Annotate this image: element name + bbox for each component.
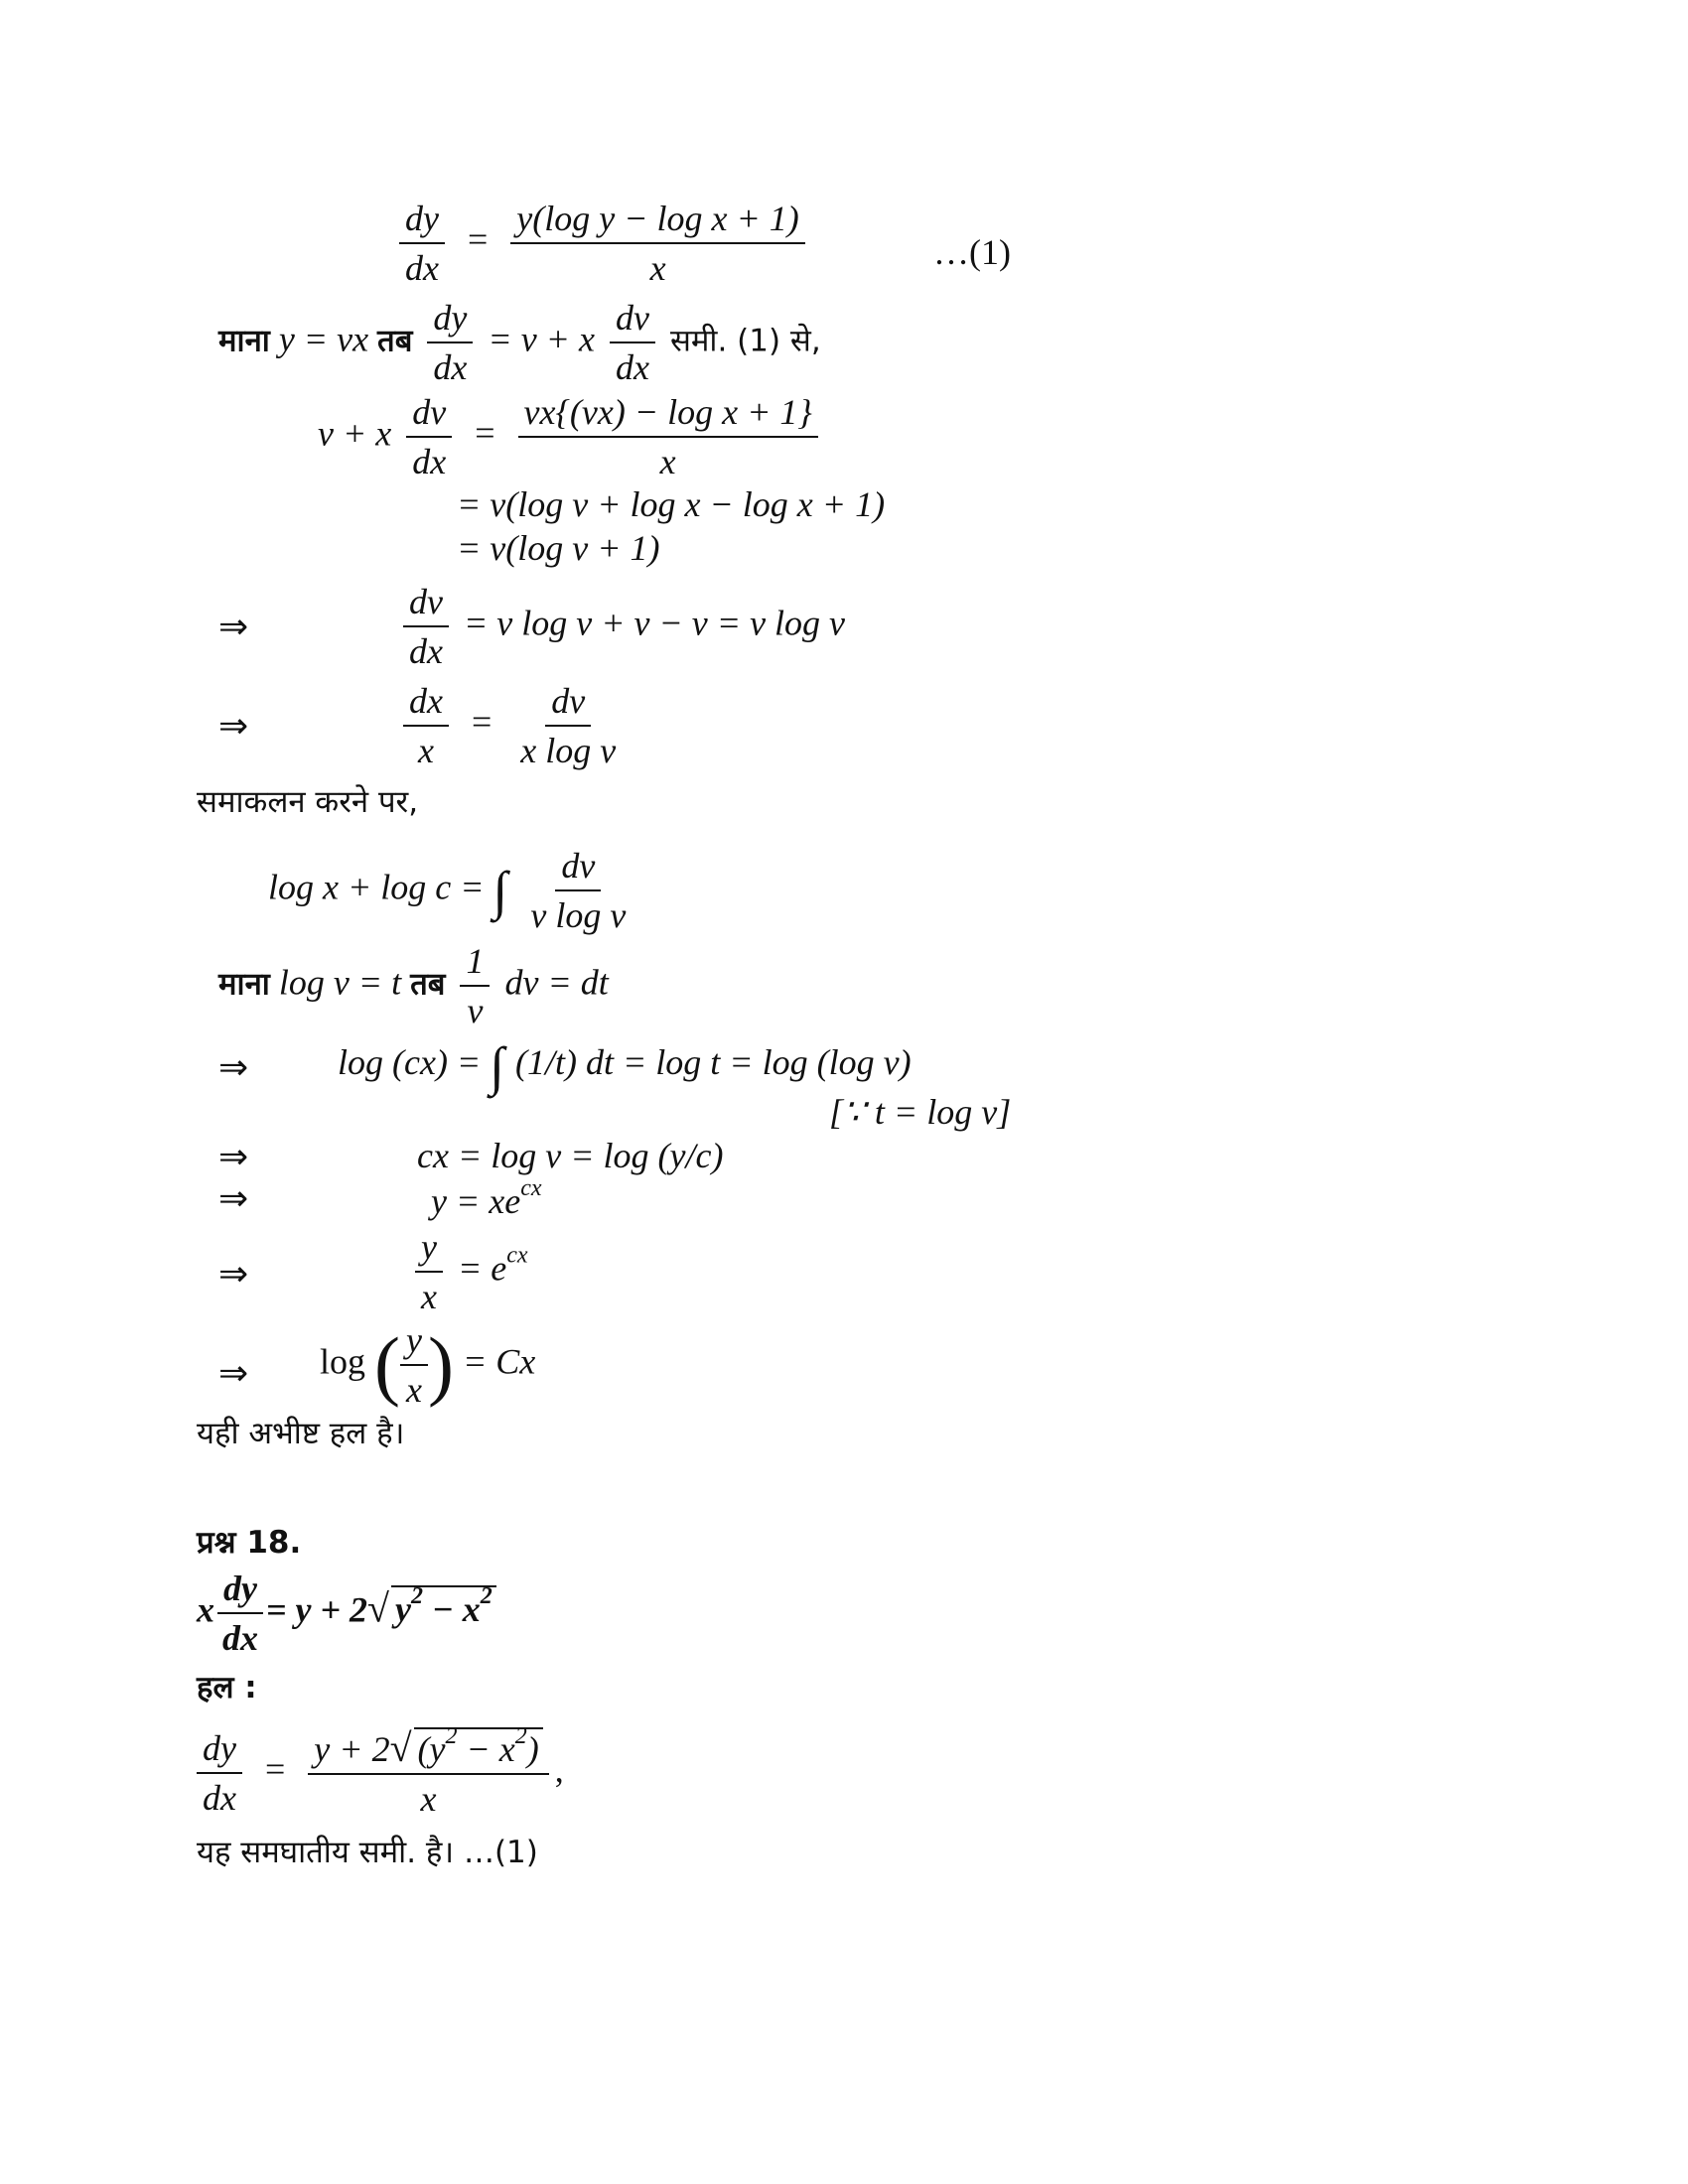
implies-arrow: ⇒: [218, 706, 249, 747]
numerator: dx: [403, 681, 449, 727]
equation-14: [431, 1175, 542, 1221]
exponent: cx: [520, 1175, 542, 1201]
numerator: dv: [555, 846, 601, 891]
expression: log (cx) =: [338, 1042, 482, 1082]
denominator: v log v: [530, 895, 627, 935]
denominator: x: [418, 731, 434, 770]
right-paren: ): [427, 1321, 454, 1408]
numerator: y: [415, 1227, 443, 1273]
exponent: 2: [480, 1583, 492, 1610]
implies-arrow: ⇒: [218, 1254, 249, 1295]
radicand: [391, 1585, 496, 1629]
fraction-rhs: [514, 681, 622, 770]
numerator: y: [400, 1320, 428, 1366]
numerator: [308, 1723, 548, 1775]
denominator: x: [421, 1277, 437, 1316]
hindi-mana: माना: [218, 966, 270, 1003]
implies-arrow: ⇒: [218, 1178, 249, 1219]
solution-heading: हल :: [197, 1670, 257, 1706]
root-mid: − x: [457, 1729, 515, 1769]
comma: ,: [554, 1749, 564, 1790]
denominator: dx: [409, 631, 443, 671]
numerator: dy: [197, 1728, 242, 1774]
fraction-dy-dx: [399, 199, 445, 288]
integral-sign: ∫: [490, 1035, 505, 1096]
denominator: dx: [615, 347, 649, 387]
substitution: log v = t: [278, 962, 402, 1003]
expression: y = xe: [431, 1181, 521, 1221]
denominator: dx: [203, 1778, 236, 1818]
numerator: dv: [406, 392, 452, 438]
implies-arrow: ⇒: [218, 1047, 249, 1088]
substitution-line: [218, 298, 821, 387]
numerator: dv: [403, 582, 449, 627]
root-mid: − x: [422, 1589, 481, 1630]
equation-3: [318, 392, 824, 481]
implies-arrow: ⇒: [218, 1137, 249, 1177]
exponent: 2: [410, 1583, 423, 1610]
equation-9: [268, 846, 637, 935]
exponent: 2: [445, 1723, 458, 1749]
fraction-dy-dx: [197, 1728, 242, 1818]
denominator: x: [420, 1779, 437, 1819]
fraction-y-x: [415, 1227, 443, 1316]
equation-16: [320, 1320, 535, 1410]
equation-1: [393, 199, 811, 288]
fraction-dy-dx: [216, 1569, 264, 1658]
equation-7: [397, 681, 628, 770]
integral-sign: ∫: [492, 861, 508, 920]
radical-sign: √: [389, 1725, 412, 1770]
substitution-line-2: [218, 941, 609, 1030]
log-word: log: [320, 1341, 366, 1382]
fraction-dv-dx: [406, 392, 452, 481]
fraction-rhs: [510, 199, 805, 288]
expression: = Cx: [462, 1341, 536, 1382]
equation-4: = v(log v + log x − log x + 1): [457, 484, 886, 524]
substitution: y = vx: [278, 319, 369, 359]
denominator: dx: [433, 347, 468, 387]
expression: (1/t) dt = log t = log (log v): [515, 1042, 912, 1082]
question-equation: [197, 1569, 496, 1658]
exponent: cx: [506, 1242, 528, 1269]
equals-sign: =: [475, 413, 495, 454]
numerator: vx{(vx) − log x + 1}: [518, 392, 818, 438]
expression: = y + 2: [266, 1589, 368, 1630]
numerator-prefix: y + 2: [314, 1729, 390, 1769]
root-close: ): [526, 1729, 539, 1769]
hindi-required-solution: यही अभीष्ट हल है।: [197, 1416, 405, 1451]
fraction-dv-dx: [403, 582, 449, 671]
note-t-equals-log-v: [∵ t = log v]: [829, 1092, 1012, 1132]
equation-15: [409, 1227, 528, 1316]
fraction-dv-dx: [610, 298, 655, 387]
equals-sign: =: [264, 1749, 286, 1790]
expression: = e: [457, 1248, 507, 1289]
implies-arrow: ⇒: [218, 607, 249, 647]
denominator: x: [649, 248, 666, 288]
hindi-integrating-text: समाकलन करने पर,: [197, 784, 419, 820]
equation-13: cx = log v = log (y/c): [417, 1136, 724, 1175]
exponent: 2: [514, 1723, 527, 1749]
fraction-dv: [524, 846, 632, 935]
equation-11: [338, 1035, 912, 1096]
implies-arrow: ⇒: [218, 1353, 249, 1394]
fraction-1-v: [460, 941, 490, 1030]
fraction-rhs: [518, 392, 818, 481]
radical-sign: √: [367, 1585, 389, 1631]
radicand: [414, 1723, 543, 1769]
expression: log x + log c =: [268, 867, 485, 907]
denominator: x: [406, 1370, 422, 1410]
numerator: y(log y − log x + 1): [510, 199, 805, 244]
left-paren: (: [374, 1321, 400, 1408]
equation-5: = v(log v + 1): [457, 528, 660, 568]
expression: v + x: [318, 413, 392, 454]
root-base: y: [394, 1589, 411, 1630]
variable-x: x: [197, 1589, 214, 1630]
fraction-rhs: [308, 1723, 548, 1819]
question-heading: प्रश्न 18.: [197, 1525, 302, 1561]
expression: = v + x: [488, 319, 595, 359]
solution-equation: [197, 1723, 564, 1819]
numerator: dv: [610, 298, 655, 343]
numerator: dy: [399, 199, 445, 244]
hindi-tab: तब: [377, 323, 413, 359]
expression: = v log v + v − v = v log v: [463, 603, 846, 643]
denominator: v: [467, 991, 484, 1030]
denominator: dx: [412, 442, 447, 481]
hindi-from-eq: समी. (1) से,: [669, 323, 821, 359]
expression: dv = dt: [504, 962, 609, 1003]
denominator: x: [659, 442, 676, 481]
numerator: dv: [545, 681, 591, 727]
fraction-dy-dx: [427, 298, 473, 387]
denominator: x log v: [520, 731, 617, 770]
homogeneous-equation-note: यह समघातीय समी. है। …(1): [197, 1835, 538, 1870]
denominator: dx: [405, 248, 439, 288]
hindi-tab: तब: [410, 966, 446, 1003]
equals-sign: =: [467, 219, 489, 260]
numerator: dy: [217, 1569, 263, 1614]
numerator: dy: [427, 298, 473, 343]
equation-6: [397, 582, 845, 671]
numerator: 1: [460, 941, 490, 987]
fraction-y-x: [400, 1320, 428, 1410]
equals-sign: =: [471, 702, 492, 743]
equation-tag: …(1): [933, 232, 1011, 272]
denominator: dx: [222, 1618, 258, 1658]
hindi-mana: माना: [218, 323, 270, 359]
root-open: (y: [417, 1729, 446, 1769]
fraction-dx-x: [403, 681, 449, 770]
